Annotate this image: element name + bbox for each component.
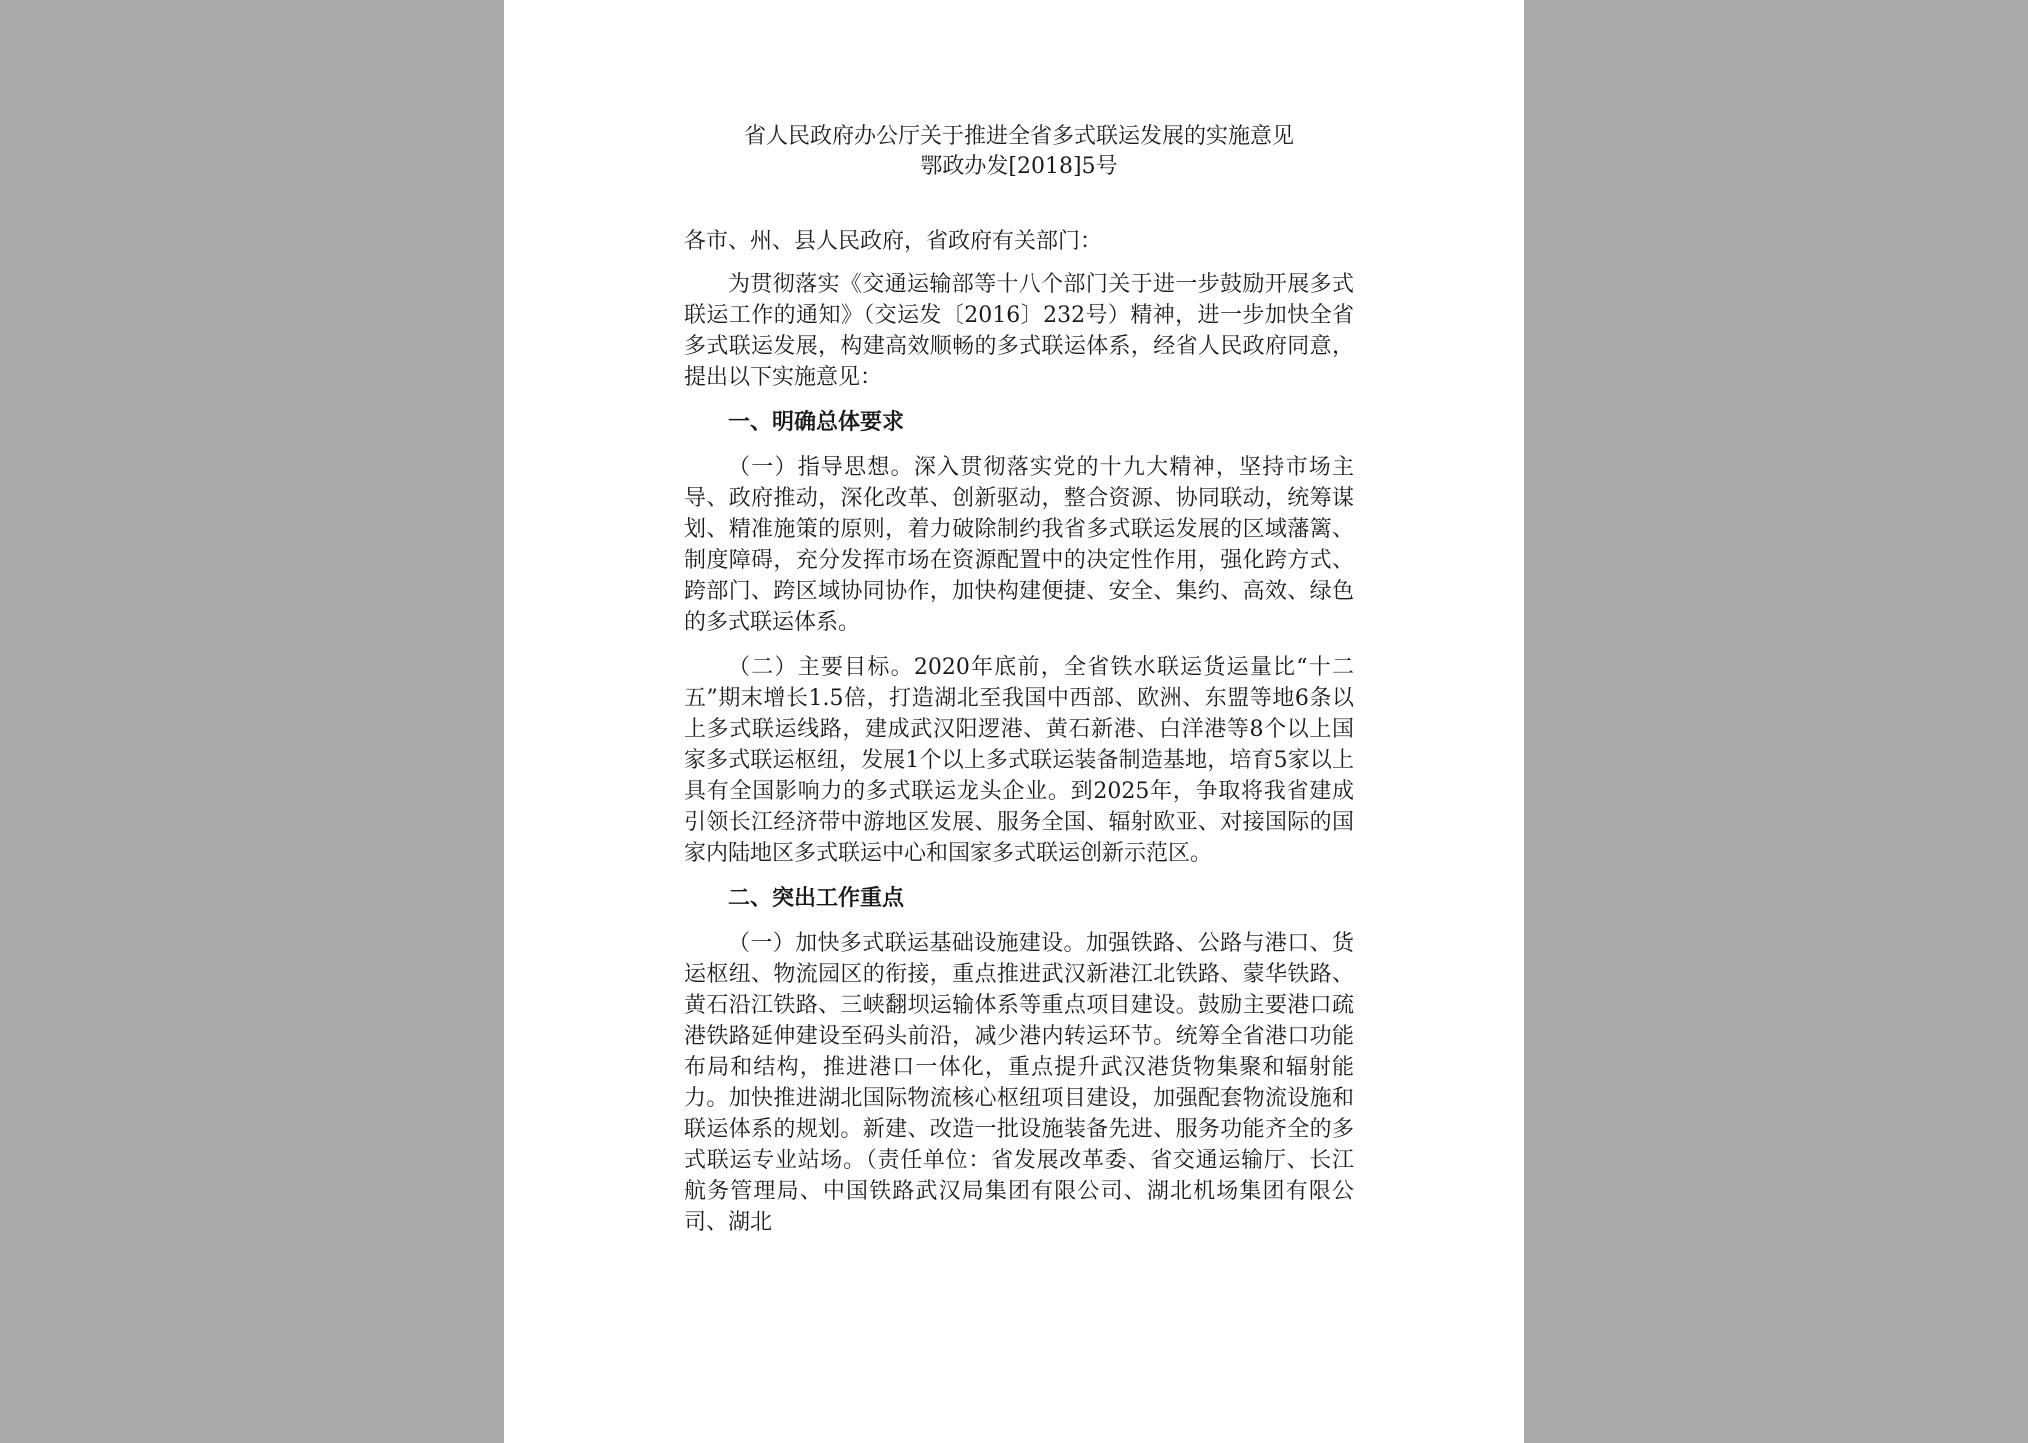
section-heading: 二、突出工作重点 (728, 885, 905, 911)
paragraph: （一）加快多式联运基础设施建设。加强铁路、公路与港口、货运枢纽、物流园区的衔接，重点推进武汉新港江北铁路、蒙华铁路、黄石沿江铁路、三峡翻坝运输体系等重点项目建设。鼓励主要港口疏港铁路延伸建设至码头前沿，减少港内转运环节。统筹全省港口功能布局和结构，推进港口一体化，重点提升武汉港货物集聚和辐射能力。加快推进湖北国际物流核心枢纽项目建设，加强配套物流设施和联运体系的规划。新建、改造一批设施装备先进、服务功能齐全的多式联运专业站场。（责任单位：省发展改革委、省交通运输厅、长江航务管理局、中国铁路武汉局集团有限公司、湖北机场集团有限公司、湖北 (684, 931, 1354, 1235)
document-title: 省人民政府办公厅关于推进全省多式联运发展的实施意见 (743, 124, 1294, 149)
intro-paragraph: 为贯彻落实《交通运输部等十八个部门关于进一步鼓励开展多式联运工作的通知》（交运发〔2016〕232号）精神，进一步加快全省多式联运发展，构建高效顺畅的多式联运体系，经省人民政府同意，提出以下实施意见： (684, 272, 1354, 390)
section-heading: 一、明确总体要求 (728, 409, 905, 435)
document-page (504, 0, 1524, 1443)
salutation: 各市、州、县人民政府，省政府有关部门： (684, 229, 1103, 254)
document-number: 鄂政办发[2018]5号 (920, 154, 1118, 179)
paragraph: （二）主要目标。2020年底前，全省铁水联运货运量比“十二五”期末增长1.5倍，打造湖北至我国中西部、欧洲、东盟等地6条以上多式联运线路，建成武汉阳逻港、黄石新港、白洋港等8个以上国家多式联运枢纽，发展1个以上多式联运装备制造基地，培育5家以上具有全国影响力的多式联运龙头企业。到2025年，争取将我省建成引领长江经济带中游地区发展、服务全国、辐射欧亚、对接国际的国家内陆地区多式联运中心和国家多式联运创新示范区。 (684, 655, 1354, 866)
paragraph: （一）指导思想。深入贯彻落实党的十九大精神，坚持市场主导、政府推动，深化改革、创新驱动，整合资源、协同联动，统筹谋划、精准施策的原则，着力破除制约我省多式联运发展的区域藩篱、制度障碍，充分发挥市场在资源配置中的决定性作用，强化跨方式、跨部门、跨区域协同协作，加快构建便捷、安全、集约、高效、绿色的多式联运体系。 (684, 455, 1354, 635)
